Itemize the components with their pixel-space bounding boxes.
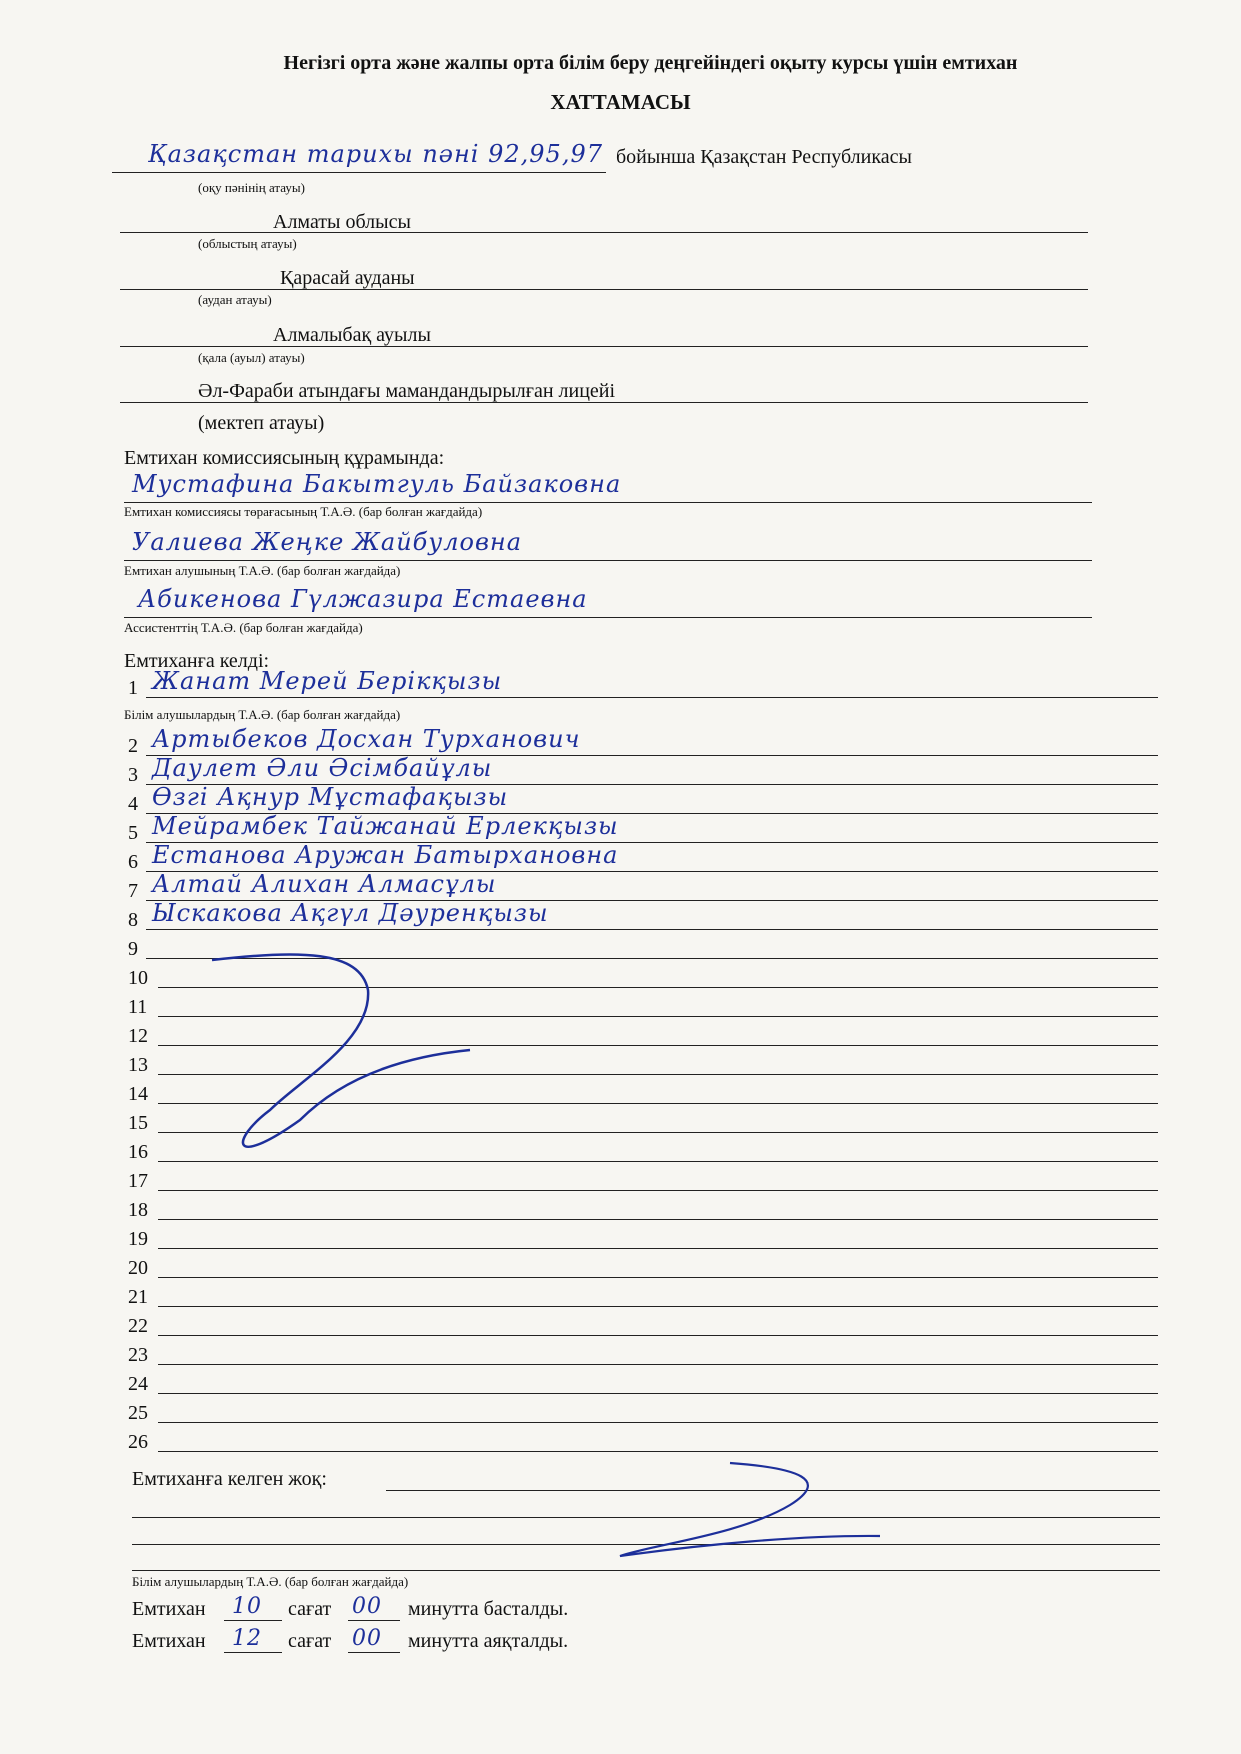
row-number: 23 bbox=[128, 1344, 148, 1366]
absent-line-3 bbox=[132, 1544, 1160, 1545]
village-value: Алмалыбақ ауылы bbox=[273, 324, 431, 346]
row-number: 16 bbox=[128, 1141, 148, 1163]
document-subtitle: ХАТТАМАСЫ bbox=[550, 90, 691, 114]
row-number: 17 bbox=[128, 1170, 148, 1192]
student-name: Мейрамбек Тайжанай Ерлекқызы bbox=[152, 812, 619, 840]
student-row-line bbox=[158, 1103, 1158, 1104]
region-caption: (облыстың атауы) bbox=[198, 236, 297, 251]
student-row-line bbox=[158, 1161, 1158, 1162]
assistant-name: Абикенова Гүлжазира Естаевна bbox=[138, 585, 588, 613]
start-prefix: Емтихан bbox=[132, 1598, 206, 1620]
student-row-line bbox=[158, 1074, 1158, 1075]
row-number: 13 bbox=[128, 1054, 148, 1076]
student-row-line bbox=[158, 1248, 1158, 1249]
student-row-line bbox=[158, 987, 1158, 988]
school-caption: (мектеп атауы) bbox=[198, 412, 325, 434]
student-row-line bbox=[158, 1190, 1158, 1191]
end-suffix: минутта аяқталды. bbox=[408, 1630, 569, 1652]
student-row-line bbox=[158, 1132, 1158, 1133]
student-name: Естанова Аружан Батырхановна bbox=[152, 841, 619, 869]
student-row-line bbox=[158, 1306, 1158, 1307]
row-number: 3 bbox=[128, 764, 138, 786]
subject-line bbox=[112, 172, 606, 173]
chair-line bbox=[124, 502, 1092, 503]
row-number: 1 bbox=[128, 677, 138, 699]
absent-label: Емтиханға келген жоқ: bbox=[132, 1468, 327, 1490]
document-title: Негізгі орта және жалпы орта білім беру деңгейіндегі оқыту курсы үшін емтихан bbox=[283, 52, 1018, 74]
row-number: 26 bbox=[128, 1431, 148, 1453]
attended-caption: Білім алушылардың Т.А.Ә. (бар болған жағдайда) bbox=[124, 707, 401, 722]
student-row-line bbox=[158, 1364, 1158, 1365]
school-value: Әл-Фараби атындағы мамандандырылған лицейі bbox=[198, 380, 616, 402]
row-number: 10 bbox=[128, 967, 148, 989]
end-minute-line bbox=[348, 1652, 400, 1653]
row-number: 15 bbox=[128, 1112, 148, 1134]
student-row-line bbox=[158, 1393, 1158, 1394]
absent-line-2 bbox=[132, 1517, 1160, 1518]
student-row-line bbox=[146, 697, 1158, 698]
row-number: 24 bbox=[128, 1373, 148, 1395]
row-number: 9 bbox=[128, 938, 138, 960]
row-number: 20 bbox=[128, 1257, 148, 1279]
absent-line-4 bbox=[132, 1570, 1160, 1571]
row-number: 21 bbox=[128, 1286, 148, 1308]
start-hour-word: сағат bbox=[288, 1598, 332, 1620]
row-number: 22 bbox=[128, 1315, 148, 1337]
row-number: 8 bbox=[128, 909, 138, 931]
row-number: 6 bbox=[128, 851, 138, 873]
start-minute: 00 bbox=[352, 1594, 382, 1619]
z-strike-empty-rows bbox=[212, 954, 470, 1146]
region-line bbox=[120, 232, 1088, 233]
end-minute: 00 bbox=[352, 1626, 382, 1651]
attended-heading: Емтиханға келді: bbox=[124, 650, 270, 672]
row-number: 4 bbox=[128, 793, 138, 815]
student-name: Ыскакова Ақгүл Дәуренқызы bbox=[152, 899, 549, 927]
start-hour-line bbox=[224, 1620, 282, 1621]
row-number: 5 bbox=[128, 822, 138, 844]
subject-handwritten: Қазақстан тарихы пәні 92,95,97 bbox=[148, 140, 603, 168]
student-row-line bbox=[158, 1422, 1158, 1423]
examiner-line bbox=[124, 560, 1092, 561]
subject-suffix: бойынша Қазақстан Республикасы bbox=[616, 146, 912, 168]
student-row-line bbox=[158, 1219, 1158, 1220]
start-hour: 10 bbox=[232, 1594, 262, 1619]
student-name: Даулет Әли Әсімбайұлы bbox=[152, 754, 493, 782]
chair-name: Мустафина Бакытгуль Байзаковна bbox=[132, 470, 622, 498]
student-row-line bbox=[158, 1335, 1158, 1336]
assistant-line bbox=[124, 617, 1092, 618]
student-name: Артыбеков Досхан Турханович bbox=[152, 725, 581, 753]
row-number: 18 bbox=[128, 1199, 148, 1221]
student-row-line bbox=[158, 1451, 1158, 1452]
assistant-caption: Ассистенттің Т.А.Ә. (бар болған жағдайда) bbox=[124, 620, 363, 635]
row-number: 7 bbox=[128, 880, 138, 902]
row-number: 11 bbox=[128, 996, 148, 1018]
row-number: 25 bbox=[128, 1402, 148, 1424]
examiner-caption: Емтихан алушының Т.А.Ә. (бар болған жағдайда) bbox=[124, 563, 401, 578]
subject-caption: (оқу пәнінің атауы) bbox=[198, 180, 305, 195]
end-hour-line bbox=[224, 1652, 282, 1653]
village-line bbox=[120, 346, 1088, 347]
school-line bbox=[120, 402, 1088, 403]
chair-caption: Емтихан комиссиясы төрағасының Т.А.Ә. (бар болған жағдайда) bbox=[124, 504, 483, 519]
district-line bbox=[120, 289, 1088, 290]
student-name: Өзгі Ақнур Мұстафақызы bbox=[152, 783, 509, 811]
start-suffix: минутта басталды. bbox=[408, 1598, 569, 1620]
student-name: Жанат Мерей Берікқызы bbox=[152, 667, 503, 695]
district-value: Қарасай ауданы bbox=[280, 267, 415, 289]
examiner-name: Уалиева Жеңке Жайбуловна bbox=[132, 528, 523, 556]
commission-heading: Емтихан комиссиясының құрамында: bbox=[124, 447, 445, 469]
region-value: Алматы облысы bbox=[273, 211, 411, 233]
student-row-line bbox=[158, 1045, 1158, 1046]
start-minute-line bbox=[348, 1620, 400, 1621]
student-row-line bbox=[146, 958, 1158, 959]
student-row-line bbox=[158, 1016, 1158, 1017]
end-prefix: Емтихан bbox=[132, 1630, 206, 1652]
row-number: 19 bbox=[128, 1228, 148, 1250]
row-number: 2 bbox=[128, 735, 138, 757]
student-name: Алтай Алихан Алмасұлы bbox=[152, 870, 497, 898]
row-number: 14 bbox=[128, 1083, 148, 1105]
end-hour: 12 bbox=[232, 1626, 262, 1651]
row-number: 12 bbox=[128, 1025, 148, 1047]
z-strike-absent bbox=[620, 1463, 880, 1556]
end-hour-word: сағат bbox=[288, 1630, 332, 1652]
district-caption: (аудан атауы) bbox=[198, 292, 272, 307]
absent-caption: Білім алушылардың Т.А.Ә. (бар болған жағдайда) bbox=[132, 1574, 409, 1589]
absent-line-1 bbox=[386, 1490, 1160, 1491]
student-row-line bbox=[158, 1277, 1158, 1278]
student-row-line bbox=[146, 929, 1158, 930]
village-caption: (қала (ауыл) атауы) bbox=[198, 350, 305, 365]
